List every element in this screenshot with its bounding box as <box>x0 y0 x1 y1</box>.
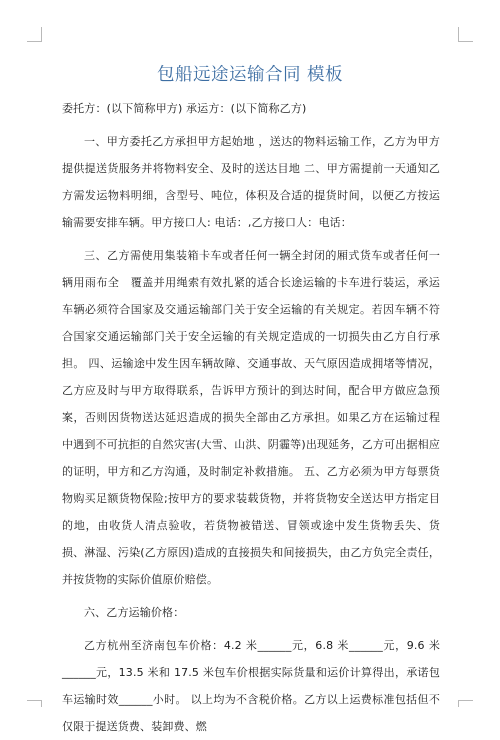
crop-mark-top-right <box>458 27 473 42</box>
crop-mark-top-left <box>27 27 42 42</box>
paragraph-clauses-1-2: 一、甲方委托乙方承担甲方起始地 ，送达的物料运输工作，乙方为甲方提供提送货服务并将物料安全、及时的送达目地 二、甲方需提前一天通知乙方需发运物料明细，含型号、吨位，体积及合适的提货时间，以便乙方按运输需要安排车辆。甲方接口人: 电话：,乙方接口人：电话： <box>62 135 440 229</box>
crop-mark-bottom-left <box>27 700 42 707</box>
crop-mark-bottom-right <box>458 700 473 707</box>
paragraph-parties: 委托方：(以下简称甲方) 承运方：(以下简称乙方) <box>62 102 307 115</box>
paragraph-clauses-3-5: 三、乙方需使用集装箱卡车或者任何一辆全封闭的厢式货车或者任何一辆用雨布全 覆盖并用绳索有效扎紧的适合长途运输的卡车进行装运，承运车辆必须符合国家及交通运输部门关于安全运输的有关规定。若因车辆不符合国家交通运输部门关于安全运输的有关规定造成的一切损失由乙方自行承担。 四、运输途中发生因车辆故障、交通事故、天气原因造成拥堵等情况，乙方应及时与甲方取得联系，告诉甲方预计的到达时间，配合甲方做应急预案，否则因货物送达延迟造成的损失全部由乙方承担。如果乙方在运输过程中遇到不可抗拒的自然灾害(大雪、山洪、阴霾等)出现延务，乙方可出据相应的证明，甲方和乙方沟通，及时制定补救措施。 五、乙方必须为甲方每票货物购买足额货物保险;按甲方的要求装载货物，并将货物安全送达甲方指定目的地，由收货人清点验收，若货物被错送、冒领或途中发生货物丢失、货损、淋湿、污染(乙方原因)造成的直接损失和间接损失，由乙方负完全责任，并按货物的实际价值原价赔偿。 <box>62 249 440 586</box>
document-title: 包船远途运输合同 模板 <box>156 65 344 85</box>
paragraph-pricing: 乙方杭州至济南包车价格：4.2 米______元，6.8 米______元，9.6 米______元，13.5 米和 17.5 米包车价根据实际货量和运价计算得出，承诺包车运输时效______小时。 以上均为不含税价格。乙方以上运费标准包括但不仅限于提送货费、装卸费、燃 <box>62 639 440 733</box>
document-body <box>62 95 440 740</box>
paragraph-clause-6-heading: 六、乙方运输价格： <box>84 606 185 619</box>
